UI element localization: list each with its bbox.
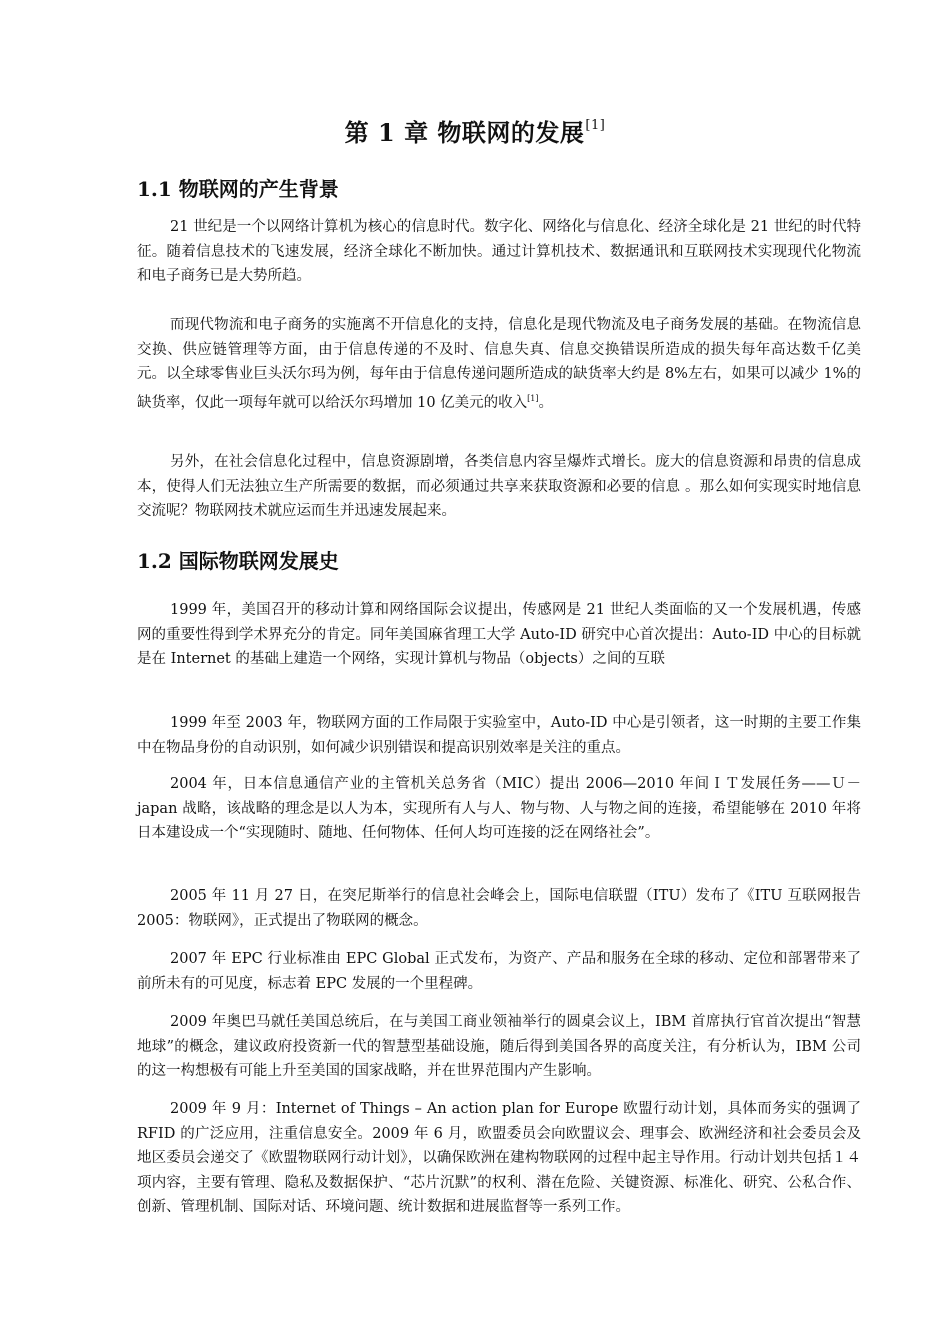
paragraph-text: 而现代物流和电子商务的实施离不开信息化的支持，信息化是现代物流及电子商务发展的基础。在物流信息交换、供应链管理等方面，由于信息传递的不及时、信息失真、信息交换错误所造成的损失每年高达数千亿美元。以全球零售业巨头沃尔玛为例，每年由于信息传递问题所造成的缺货率大约是 8%左右，如果可以减少 1%的缺货率，仅此一项每年就可以给沃尔玛增加 10 亿美元的收入 [137,317,861,411]
paragraph: 2004 年，日本信息通信产业的主管机关总务省（MIC）提出 2006—2010 年间ＩＴ发展任务——Ｕ－japan 战略，该战略的理念是以人为本，实现所有人与人、物与物、人与物之间的连接，希望能够在 2010 年将日本建设成一个“实现随时、随地、任何物体、任何人均可连接的泛在网络社会”。 [137,776,861,842]
paragraph: 2009 年奥巴马就任美国总统后，在与美国工商业领袖举行的圆桌会议上，IBM 首席执行官首次提出“智慧地球”的概念，建议政府投资新一代的智慧型基础设施，随后得到美国各界的高度关注，有分析认为，IBM 公司的这一构想极有可能上升至美国的国家战略，并在世界范围内产生影响。 [137,1014,861,1080]
paragraph: 2007 年 EPC 行业标准由 EPC Global 正式发布，为资产、产品和服务在全球的移动、定位和部署带来了前所未有的可见度，标志着 EPC 发展的一个里程碑。 [137,951,861,992]
chapter-title-text: 第 1 章 物联网的发展 [344,118,585,147]
paragraph: 2009 年 9 月：Internet of Things – An action plan for Europe 欧盟行动计划，具体而务实的强调了 RFID 的广泛应用，注重信息安全。2009 年 6 月，欧盟委员会向欧盟议会、理事会、欧洲经济和社会委员会及地区委员会递交了《欧盟物联网行动计划》，以确保欧洲在建构物联网的过程中起主导作用。行动计划共包括１４项内容，主要有管理、隐私及数据保护、“芯片沉默”的权利、潜在危险、关键资源、标准化、研究、公私合作、创新、管理机制、国际对话、环境问题、统计数据和进展监督等一系列工作。 [137,1101,861,1216]
citation-marker: [1] [527,393,539,403]
paragraph: 21 世纪是一个以网络计算机为核心的信息时代。数字化、网络化与信息化、经济全球化是 21 世纪的时代特征。随着信息技术的飞速发展，经济全球化不断加快。通过计算机技术、数据通讯和互联网技术实现现代化物流和电子商务已是大势所趋。 [137,219,861,285]
chapter-citation: [1] [585,118,606,133]
section-heading-1-1: 1.1 物联网的产生背景 [137,177,339,201]
paragraph: 另外，在社会信息化过程中，信息资源剧增，各类信息内容呈爆炸式增长。庞大的信息资源和昂贵的信息成本，使得人们无法独立生产所需要的数据，而必须通过共享来获取资源和必要的信息 。那么如何实现实时地信息交流呢？物联网技术就应运而生并迅速发展起来。 [137,454,861,520]
paragraph: 1999 年，美国召开的移动计算和网络国际会议提出，传感网是 21 世纪人类面临的又一个发展机遇，传感网的重要性得到学术界充分的肯定。同年美国麻省理工大学 Auto-ID 研究中心首次提出：Auto-ID 中心的目标就是在 Internet 的基础上建造一个网络，实现计算机与物品（objects）之间的互联 [137,602,861,668]
paragraph [137,313,861,415]
chapter-title [0,106,950,153]
paragraph-end: 。 [538,394,554,411]
paragraph: 2005 年 11 月 27 日，在突尼斯举行的信息社会峰会上，国际电信联盟（ITU）发布了《ITU 互联网报告 2005：物联网》，正式提出了物联网的概念。 [137,888,861,929]
paragraph: 1999 年至 2003 年，物联网方面的工作局限于实验室中，Auto-ID 中心是引领者，这一时期的主要工作集中在物品身份的自动识别，如何减少识别错误和提高识别效率是关注的重点。 [137,715,861,756]
section-heading-1-2: 1.2 国际物联网发展史 [137,549,339,573]
